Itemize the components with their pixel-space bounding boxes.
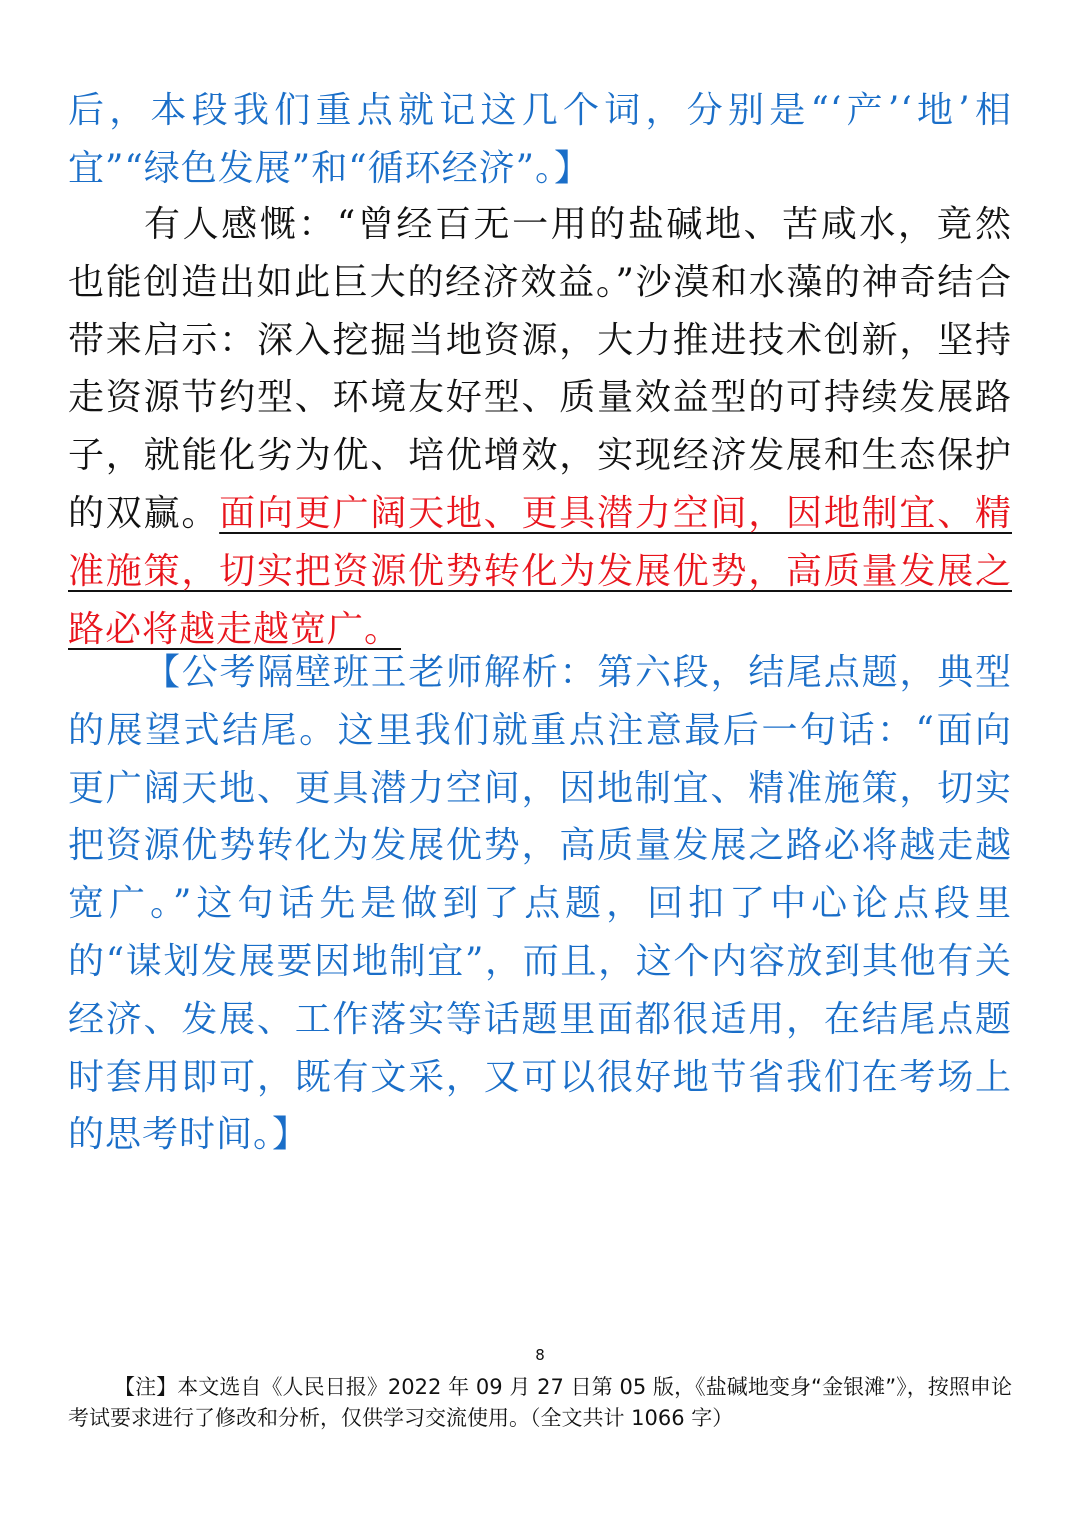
source-footnote: 【注】本文选自《人民日报》2022 年 09 月 27 日第 05 版，《盐碱地变身“金银滩”》，按照申论考试要求进行了修改和分析，仅供学习交流使用。（全文共计 1066 字） xyxy=(68,1375,1012,1430)
article-paragraph-text: 有人感慨：“曾经百无一用的盐碱地、苦咸水，竟然也能创造出如此巨大的经济效益。”沙漠和水藻的神奇结合带来启示：深入挖掘当地资源，大力推进技术创新，坚持走资源节约型、环境友好型、质量效益型的可持续发展路子，就能化劣为优、培优增效，实现经济发展和生态保护的双赢。 xyxy=(68,204,1012,534)
teacher-analysis-paragraph: 【公考隔壁班王老师解析：第六段，结尾点题，典型的展望式结尾。这里我们就重点注意最后一句话：“面向更广阔天地、更具潜力空间，因地制宜、精准施策，切实把资源优势转化为发展优势，高质量发展之路必将越走越宽广。”这句话先是做到了点题，回扣了中心论点段里的“谋划发展要因地制宜”，而且，这个内容放到其他有关经济、发展、工作落实等话题里面都很适用，在结尾点题时套用即可，既有文采，又可以很好地节省我们在考场上的思考时间。】 xyxy=(68,652,1012,1156)
page-number: 8 xyxy=(535,1346,545,1364)
analysis-paragraph-continued: 后，本段我们重点就记这几个词，分别是“‘产’‘地’相宜”“绿色发展”和“循环经济”。】 xyxy=(68,90,1012,189)
highlighted-key-sentence: 面向更广阔天地、更具潜力空间，因地制宜、精准施策，切实把资源优势转化为发展优势，高质量发展之路必将越走越宽广。 xyxy=(68,492,1012,650)
article-paragraph xyxy=(68,196,1012,658)
